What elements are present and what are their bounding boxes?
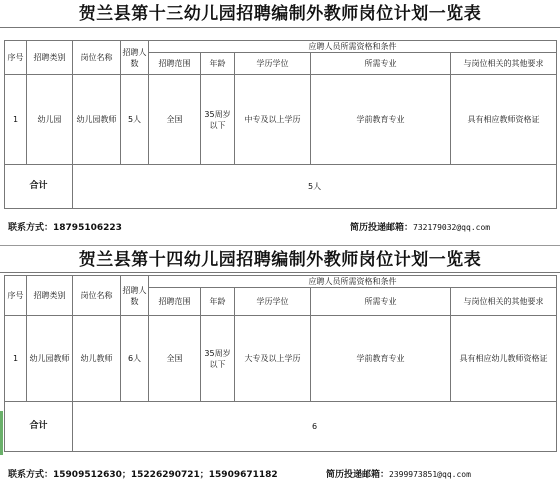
recruitment-sheet-14: [0, 245, 560, 490]
total-value: 6: [73, 402, 557, 452]
header-position: 岗位名称: [73, 41, 121, 75]
header-qualifications: 应聘人员所需资格和条件: [149, 276, 557, 288]
header-seq: 序号: [5, 41, 27, 75]
header-scope: 招聘范围: [149, 288, 201, 316]
cell-age: 35周岁以下: [201, 75, 235, 165]
header-count: 招聘人数: [121, 41, 149, 75]
header-major: 所需专业: [311, 53, 451, 75]
cell-seq: 1: [5, 75, 27, 165]
cell-education: 大专及以上学历: [235, 316, 311, 402]
header-category: 招聘类别: [27, 276, 73, 316]
cell-position: 幼儿教师: [73, 316, 121, 402]
email-value: 2399973851@qq.com: [389, 470, 471, 479]
email-label: 简历投递邮箱：: [350, 223, 414, 233]
cell-other: 具有相应幼儿教师资格证: [451, 316, 557, 402]
table-row: [5, 316, 557, 402]
cell-category: 幼儿园: [27, 75, 73, 165]
header-position: 岗位名称: [73, 276, 121, 316]
header-scope: 招聘范围: [149, 53, 201, 75]
sheet-title: 贺兰县第十四幼儿园招聘编制外教师岗位计划一览表: [0, 245, 560, 273]
total-value: 5人: [73, 165, 557, 209]
cell-position: 幼儿园教师: [73, 75, 121, 165]
header-age: 年龄: [201, 288, 235, 316]
cell-count: 5人: [121, 75, 149, 165]
cell-count: 6人: [121, 316, 149, 402]
email-label: 简历投递邮箱：: [326, 470, 390, 480]
header-seq: 序号: [5, 276, 27, 316]
header-qualifications: 应聘人员所需资格和条件: [149, 41, 557, 53]
contact-email: [350, 220, 490, 233]
header-category: 招聘类别: [27, 41, 73, 75]
table-row: [5, 75, 557, 165]
recruitment-table: [4, 275, 557, 452]
cell-scope: 全国: [149, 75, 201, 165]
cell-seq: 1: [5, 316, 27, 402]
header-education: 学历学位: [235, 288, 311, 316]
total-row: [5, 402, 557, 452]
header-count: 招聘人数: [121, 276, 149, 316]
header-other: 与岗位相关的其他要求: [451, 288, 557, 316]
total-label: 合计: [5, 165, 73, 209]
selection-edge: [0, 411, 3, 455]
total-label: 合计: [5, 402, 73, 452]
cell-scope: 全国: [149, 316, 201, 402]
cell-age: 35周岁以下: [201, 316, 235, 402]
contact-phone: [8, 467, 278, 480]
recruitment-table: [4, 40, 557, 209]
contact-email: [326, 467, 471, 480]
contact-value: 15909512630；15226290721；15909671182: [53, 470, 278, 480]
cell-major: 学前教育专业: [311, 75, 451, 165]
cell-major: 学前教育专业: [311, 316, 451, 402]
cell-other: 具有相应教师资格证: [451, 75, 557, 165]
contact-value: 18795106223: [53, 223, 122, 233]
cell-category: 幼儿园教师: [27, 316, 73, 402]
contact-label: 联系方式：: [8, 223, 54, 233]
cell-education: 中专及以上学历: [235, 75, 311, 165]
header-other: 与岗位相关的其他要求: [451, 53, 557, 75]
email-value: 732179032@qq.com: [413, 223, 491, 232]
header-education: 学历学位: [235, 53, 311, 75]
total-row: [5, 165, 557, 209]
header-major: 所需专业: [311, 288, 451, 316]
contact-phone: [8, 220, 122, 233]
contact-label: 联系方式：: [8, 470, 54, 480]
sheet-title: 贺兰县第十三幼儿园招聘编制外教师岗位计划一览表: [0, 0, 560, 28]
header-age: 年龄: [201, 53, 235, 75]
